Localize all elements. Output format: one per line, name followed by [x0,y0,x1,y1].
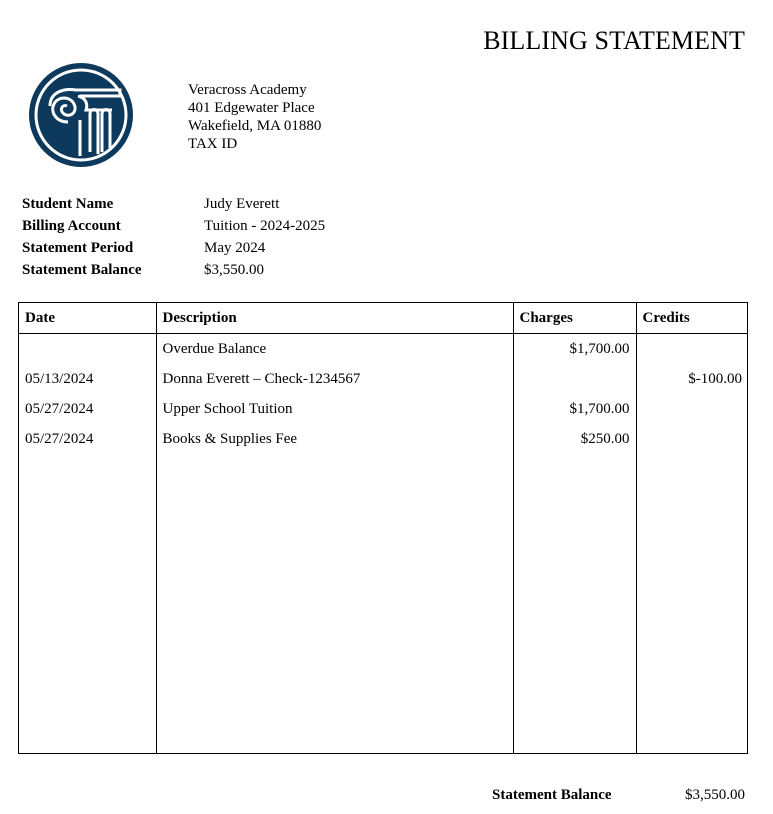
school-logo-icon [28,62,134,168]
cell-credits [636,334,748,365]
page-title: BILLING STATEMENT [483,26,745,55]
info-row-student-name [22,195,325,217]
school-street: 401 Edgewater Place [188,100,315,116]
column-header-charges: Charges [513,303,636,334]
cell-charges [513,364,636,394]
cell-credits [636,424,748,454]
table-row [19,424,748,454]
cell-date [19,334,156,365]
school-address [188,81,321,153]
cell-credits [636,394,748,424]
school-tax-id: TAX ID [188,136,238,152]
info-row-statement-balance [22,261,325,283]
info-value: Judy Everett [204,196,280,212]
cell-description: Books & Supplies Fee [156,424,513,454]
table-filler-row [19,454,748,753]
info-label: Statement Period [22,240,134,256]
footer-balance-label: Statement Balance [492,787,612,803]
filler-cell [636,454,748,753]
column-header-date: Date [19,303,156,334]
cell-charges: $1,700.00 [513,394,636,424]
statement-info [22,195,325,283]
info-value: Tuition - 2024-2025 [204,218,326,234]
cell-credits: $-100.00 [636,364,748,394]
info-value: May 2024 [204,240,266,256]
info-row-billing-account [22,217,325,239]
footer-balance-value: $3,550.00 [685,787,745,803]
cell-charges: $250.00 [513,424,636,454]
info-row-statement-period [22,239,325,261]
table-row [19,364,748,394]
filler-cell [513,454,636,753]
filler-cell [156,454,513,753]
column-header-credits: Credits [636,303,748,334]
ledger-table [18,302,748,754]
cell-description: Upper School Tuition [156,394,513,424]
info-label: Billing Account [22,218,121,234]
filler-cell [19,454,156,753]
info-label: Statement Balance [22,262,142,278]
info-value: $3,550.00 [204,262,264,278]
table-row [19,334,748,365]
info-label: Student Name [22,196,114,212]
cell-description: Overdue Balance [156,334,513,365]
school-city-state-zip: Wakefield, MA 01880 [188,118,322,134]
cell-description: Donna Everett – Check-1234567 [156,364,513,394]
cell-date: 05/13/2024 [25,370,94,387]
ledger-header-row [19,303,748,334]
cell-date: 05/27/2024 [25,430,94,447]
cell-date: 05/27/2024 [25,400,94,417]
school-name: Veracross Academy [188,82,307,98]
column-header-description: Description [156,303,513,334]
statement-balance-footer [0,787,773,807]
cell-charges: $1,700.00 [513,334,636,365]
table-row [19,394,748,424]
